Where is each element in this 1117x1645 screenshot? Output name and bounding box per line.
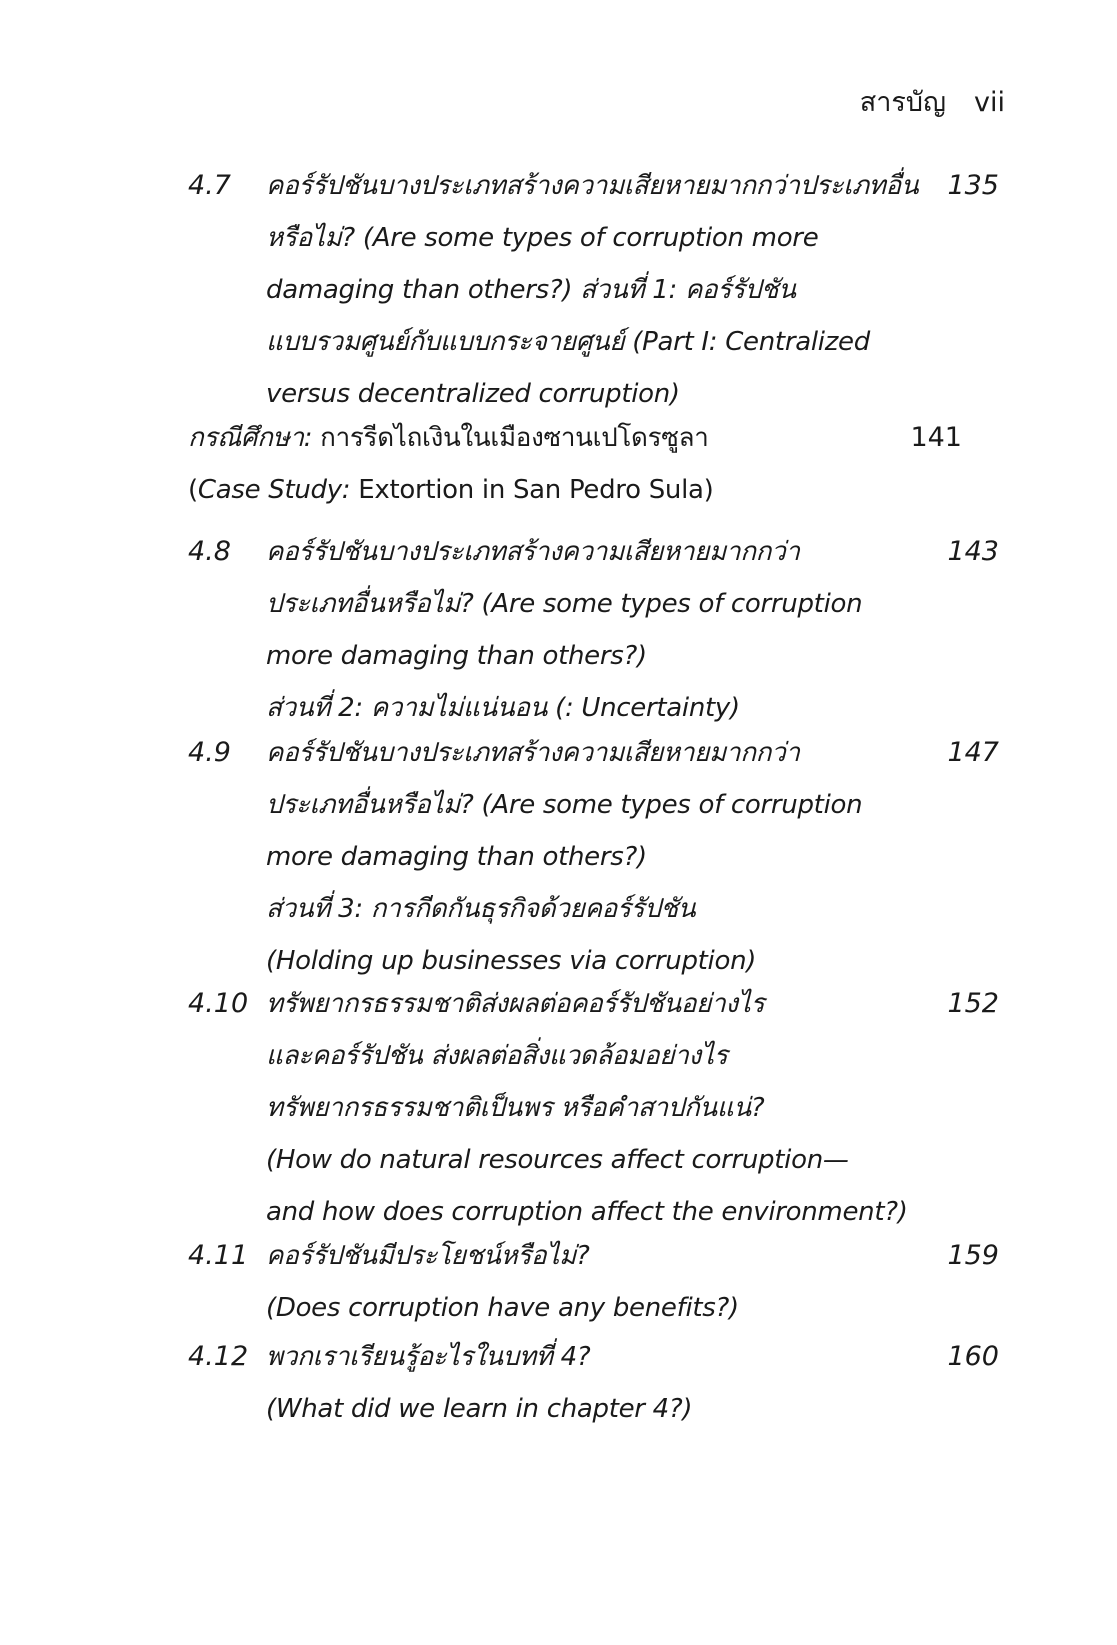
- entry-title: [266, 1230, 906, 1334]
- entry-title-line: คอร์รัปชันบางประเภทสร้างความเสียหายมากกว่า: [266, 537, 800, 567]
- case-study-label: กรณีศึกษา:: [188, 423, 313, 453]
- entry-title-line: ส่วนที่ 2: ความไม่แน่นอน (: Uncertainty): [266, 693, 740, 723]
- header-title: สารบัญ: [859, 87, 947, 118]
- entry-page-number: 160: [947, 1341, 999, 1372]
- entry-number: 4.11: [188, 1240, 249, 1271]
- entry-title-line: damaging than others?) ส่วนที่ 1: คอร์รัปชัน: [266, 275, 796, 305]
- entry-title-line: ส่วนที่ 3: การกีดกันธุรกิจด้วยคอร์รัปชัน: [266, 894, 696, 924]
- entry-title-line: และคอร์รัปชัน ส่งผลต่อสิ่งแวดล้อมอย่างไร: [266, 1041, 728, 1071]
- entry-title: [266, 160, 919, 420]
- entry-page-number: 152: [947, 988, 999, 1019]
- header-page-number: vii: [974, 87, 1005, 118]
- case-study-en-label: Case Study:: [197, 475, 351, 505]
- entry-title-line: คอร์รัปชันบางประเภทสร้างความเสียหายมากกว่าประเภทอื่น: [266, 171, 919, 201]
- case-study-english-line: [188, 464, 1048, 516]
- entry-page-number: 159: [947, 1240, 999, 1271]
- case-study-open-paren: (: [188, 475, 198, 505]
- entry-title-line: ประเภทอื่นหรือไม่? (Are some types of corruption: [266, 790, 863, 820]
- entry-title-line: แบบรวมศูนย์กับแบบกระจายศูนย์ (Part I: Centralized: [266, 327, 870, 357]
- entry-page-number: 135: [947, 170, 999, 201]
- entry-title: [266, 526, 906, 734]
- entry-title-line: (Does corruption have any benefits?): [266, 1293, 739, 1323]
- entry-title-line: and how does corruption affect the environment?): [266, 1197, 908, 1227]
- entry-title-line: คอร์รัปชันมีประโยชน์หรือไม่?: [266, 1241, 590, 1271]
- entry-title: [266, 978, 906, 1238]
- entry-title-line: (Holding up businesses via corruption): [266, 946, 757, 976]
- entry-page-number: 143: [947, 536, 999, 567]
- entry-title-line: more damaging than others?): [266, 842, 647, 872]
- entry-number: 4.7: [188, 170, 231, 201]
- entry-number: 4.12: [188, 1341, 249, 1372]
- entry-number: 4.8: [188, 536, 231, 567]
- entry-number: 4.10: [188, 988, 249, 1019]
- entry-title-line: ทรัพยากรธรรมชาติส่งผลต่อคอร์รัปชันอย่างไร: [266, 989, 765, 1019]
- entry-title-line: หรือไม่? (Are some types of corruption more: [266, 223, 819, 253]
- entry-number: 4.9: [188, 737, 231, 768]
- entry-title-line: versus decentralized corruption): [266, 379, 680, 409]
- entry-title-line: ประเภทอื่นหรือไม่? (Are some types of corruption: [266, 589, 863, 619]
- entry-title-line: (How do natural resources affect corruption—: [266, 1145, 849, 1175]
- toc-case-study[interactable]: [188, 412, 1048, 516]
- running-header: [860, 80, 1005, 123]
- entry-title-line: พวกเราเรียนรู้อะไรในบทที่ 4?: [266, 1342, 591, 1372]
- case-study-page-number: 141: [910, 422, 962, 453]
- entry-page-number: 147: [947, 737, 999, 768]
- entry-title: [266, 1331, 906, 1435]
- entry-title-line: คอร์รัปชันบางประเภทสร้างความเสียหายมากกว่า: [266, 738, 800, 768]
- entry-title-line: ทรัพยากรธรรมชาติเป็นพร หรือคำสาปกันแน่?: [266, 1093, 765, 1123]
- case-study-en-title: Extortion in San Pedro Sula): [350, 475, 714, 505]
- entry-title-line: (What did we learn in chapter 4?): [266, 1394, 693, 1424]
- case-study-title: การรีดไถเงินในเมืองซานเปโดรซูลา: [312, 423, 709, 453]
- entry-title: [266, 727, 906, 987]
- entry-title-line: more damaging than others?): [266, 641, 647, 671]
